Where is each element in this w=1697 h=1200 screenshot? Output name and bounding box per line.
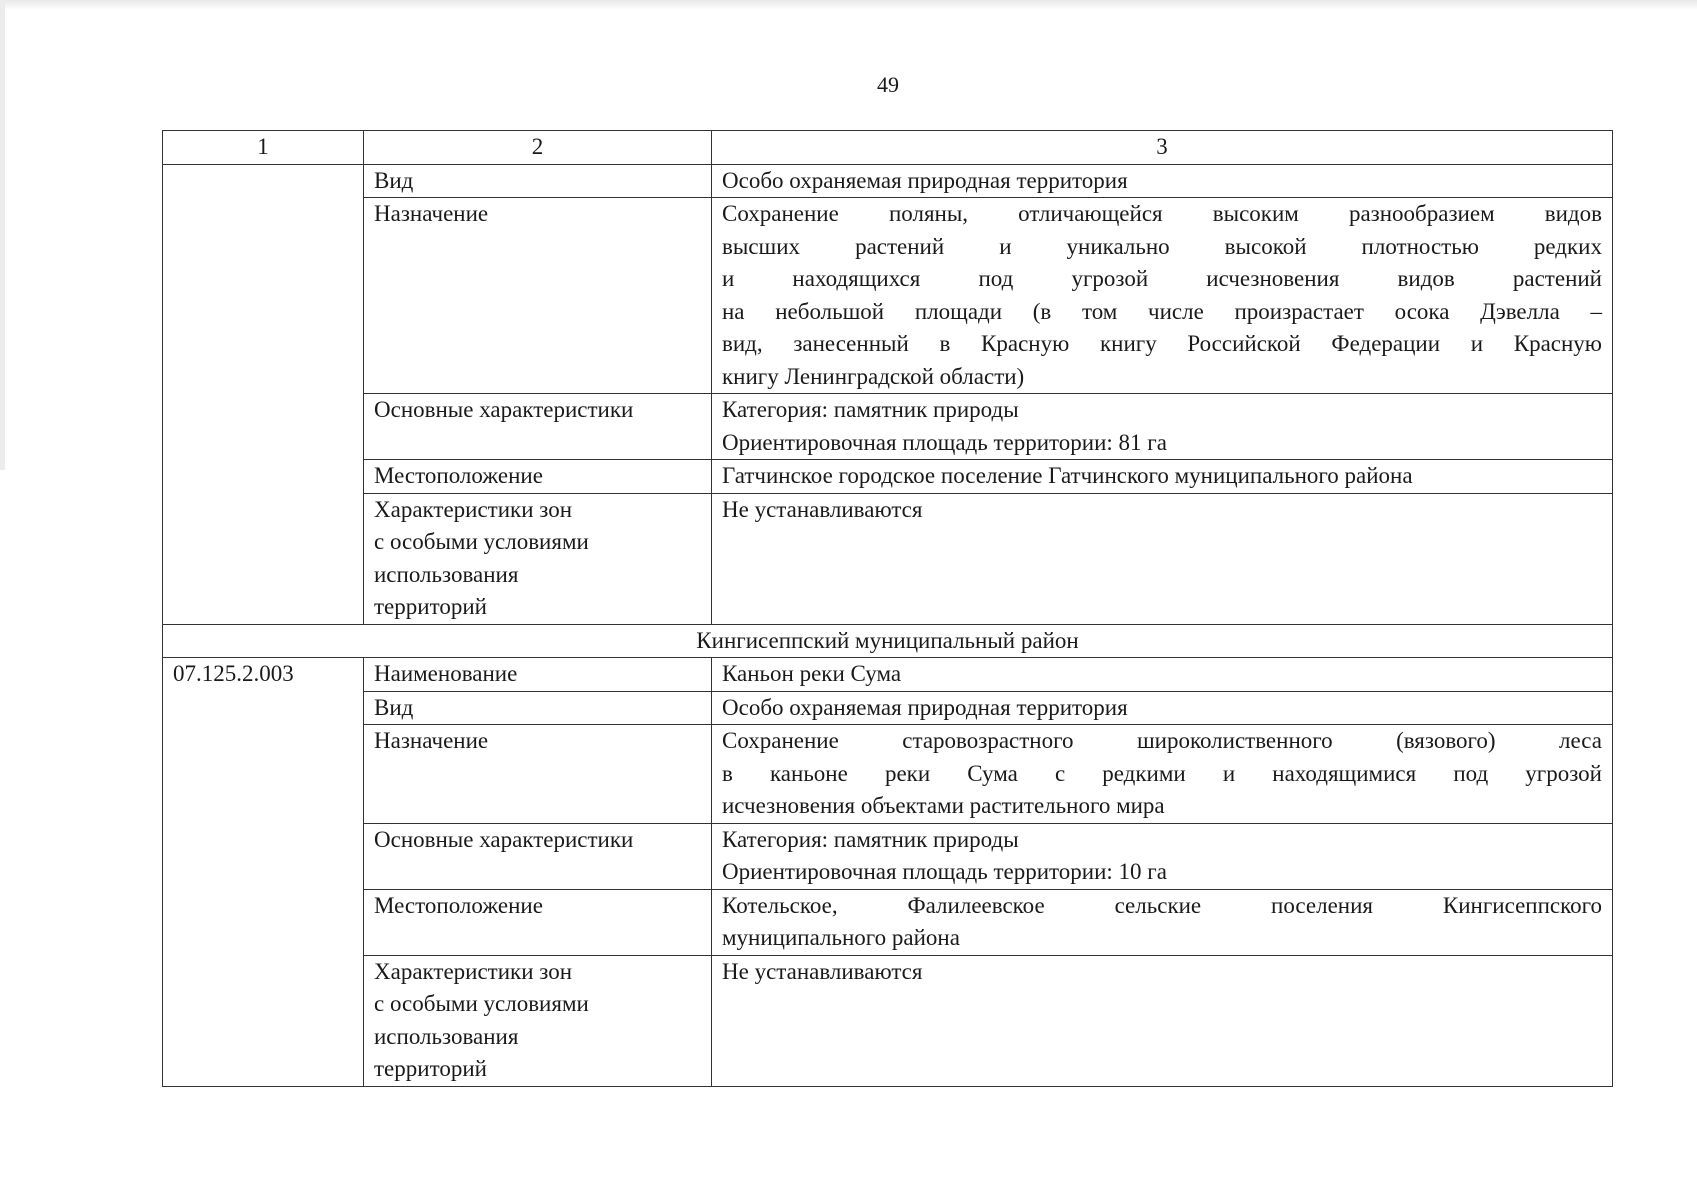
value-line: на небольшой площади (в том числе произрастает осока Дэвелла – bbox=[722, 298, 1602, 324]
label-line: с особыми условиями bbox=[374, 991, 589, 1016]
row-label: Местоположение bbox=[364, 460, 712, 494]
label-line: Характеристики зон bbox=[374, 496, 573, 522]
value-line: Особо охраняемая природная территория bbox=[722, 167, 1128, 193]
table-row bbox=[163, 198, 1613, 394]
row-value bbox=[712, 823, 1613, 889]
row-value bbox=[712, 493, 1613, 624]
row-label: Основные характеристики bbox=[364, 823, 712, 889]
value-line: Гатчинское городское поселение Гатчинского муниципального района bbox=[722, 463, 1413, 488]
row-label: Вид bbox=[364, 691, 712, 725]
table-row bbox=[163, 889, 1613, 955]
row-label: Назначение bbox=[364, 198, 712, 394]
row-label bbox=[364, 955, 712, 1086]
label-line: территорий bbox=[374, 594, 487, 619]
label-line: территорий bbox=[374, 1056, 487, 1081]
value-line: в каньоне реки Сума с редкими и находящимися под угрозой bbox=[722, 760, 1602, 786]
table-row bbox=[163, 164, 1613, 198]
table-header-row bbox=[163, 131, 1613, 165]
header-col-3: 3 bbox=[712, 131, 1613, 165]
value-line: книгу Ленинградской области) bbox=[722, 363, 1025, 389]
row-value bbox=[712, 164, 1613, 198]
header-col-2: 2 bbox=[364, 131, 712, 165]
page-edge-left bbox=[0, 0, 5, 470]
table-row bbox=[163, 658, 1613, 692]
value-line: и находящихся под угрозой исчезновения видов растений bbox=[722, 266, 1602, 291]
document-table bbox=[162, 130, 1613, 1087]
value-line: вид, занесенный в Красную книгу Российской Федерации и Красную bbox=[722, 331, 1602, 356]
row-value bbox=[712, 691, 1613, 725]
page-edge-top bbox=[0, 0, 1697, 10]
row-value bbox=[712, 889, 1613, 955]
row-label: Местоположение bbox=[364, 889, 712, 955]
row-label bbox=[364, 493, 712, 624]
value-line: высших растений и уникально высокой плотностью редких bbox=[722, 233, 1602, 259]
value-line: муниципального района bbox=[722, 925, 960, 950]
table-row bbox=[163, 691, 1613, 725]
header-col-1: 1 bbox=[163, 131, 364, 165]
value-line: Котельское, Фалилеевское сельские поселения Кингисеппского bbox=[722, 892, 1602, 918]
label-line: Характеристики зон bbox=[374, 958, 573, 984]
section-title: Кингисеппский муниципальный район bbox=[163, 624, 1613, 658]
row-label: Назначение bbox=[364, 725, 712, 824]
row-label: Наименование bbox=[364, 658, 712, 692]
value-line: Ориентировочная площадь территории: 81 га bbox=[722, 429, 1167, 455]
table-row bbox=[163, 823, 1613, 889]
row-value bbox=[712, 725, 1613, 824]
table-row bbox=[163, 725, 1613, 824]
row-value bbox=[712, 198, 1613, 394]
value-line: Ориентировочная площадь территории: 10 га bbox=[722, 859, 1167, 884]
value-line: Сохранение поляны, отличающейся высоким разнообразием видов bbox=[722, 201, 1602, 226]
row-value bbox=[712, 460, 1613, 494]
label-line: использования bbox=[374, 561, 519, 587]
value-line: Не устанавливаются bbox=[722, 496, 923, 522]
row-value bbox=[712, 658, 1613, 692]
value-line: Сохранение старовозрастного широколиственного (вязового) леса bbox=[722, 728, 1602, 753]
row-value bbox=[712, 955, 1613, 1086]
table-row bbox=[163, 394, 1613, 460]
page-number: 49 bbox=[877, 72, 899, 97]
label-line: использования bbox=[374, 1023, 519, 1049]
value-line: Особо охраняемая природная территория bbox=[722, 694, 1128, 720]
value-line: Не устанавливаются bbox=[722, 958, 923, 984]
row-label: Вид bbox=[364, 164, 712, 198]
value-line: Категория: памятник природы bbox=[722, 826, 1019, 852]
label-line: с особыми условиями bbox=[374, 529, 589, 554]
table-row bbox=[163, 460, 1613, 494]
row-value bbox=[712, 394, 1613, 460]
table-row bbox=[163, 493, 1613, 624]
table-row bbox=[163, 955, 1613, 1086]
value-line: Каньон реки Сума bbox=[722, 661, 902, 686]
row-label: Основные характеристики bbox=[364, 394, 712, 460]
section-row bbox=[163, 624, 1613, 658]
value-line: исчезновения объектами растительного мира bbox=[722, 793, 1165, 818]
object-code: 07.125.2.003 bbox=[163, 658, 364, 1087]
code-cell-empty bbox=[163, 164, 364, 624]
value-line: Категория: памятник природы bbox=[722, 397, 1019, 422]
